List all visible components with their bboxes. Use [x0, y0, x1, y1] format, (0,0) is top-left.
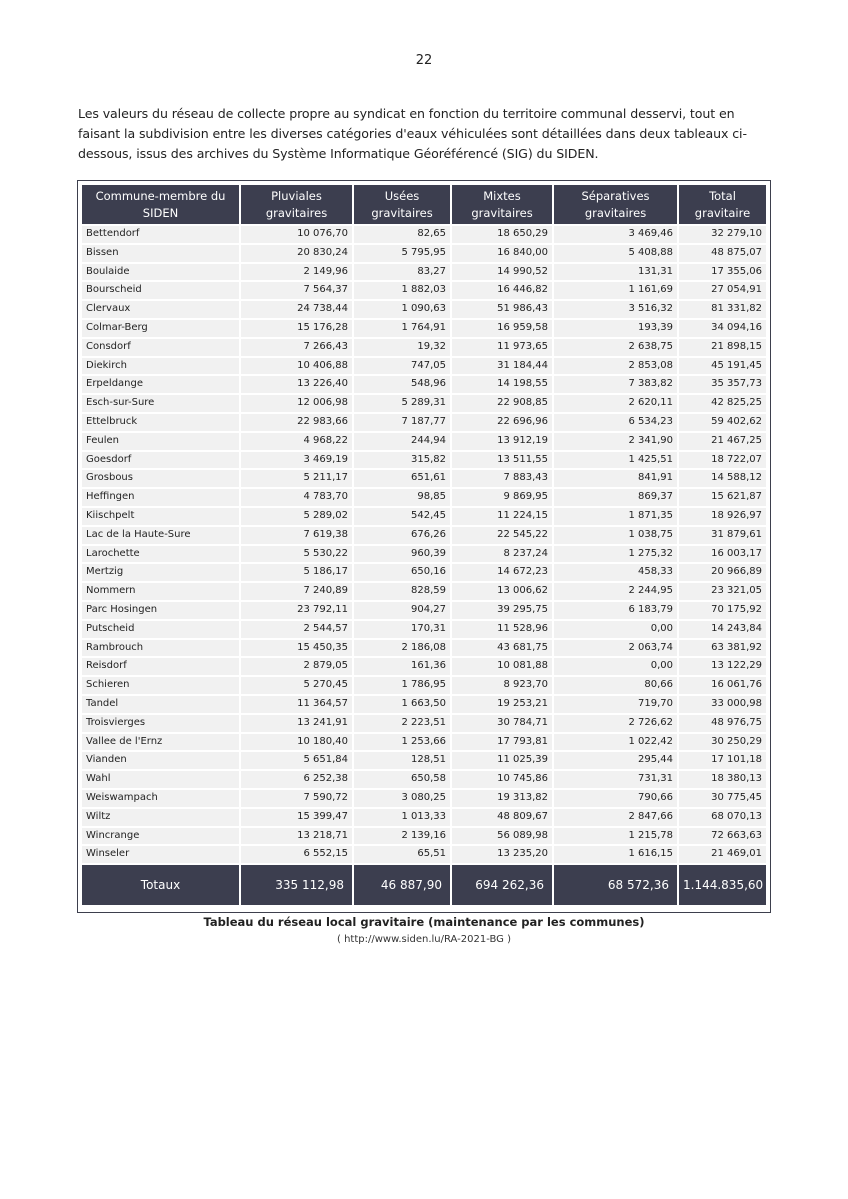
table-row — [82, 320, 766, 337]
cell-pluviales: 13 226,40 — [241, 376, 352, 393]
totals-mixtes: 694 262,36 — [452, 865, 552, 905]
cell-total: 81 331,82 — [679, 301, 766, 318]
cell-commune: Troisvierges — [82, 715, 239, 732]
cell-commune: Mertzig — [82, 564, 239, 581]
cell-total: 48 875,07 — [679, 245, 766, 262]
totals-separatives: 68 572,36 — [554, 865, 677, 905]
table-row — [82, 226, 766, 243]
table-row — [82, 771, 766, 788]
cell-separatives: 6 534,23 — [554, 414, 677, 431]
cell-total: 30 250,29 — [679, 734, 766, 751]
cell-pluviales: 7 590,72 — [241, 790, 352, 807]
cell-pluviales: 2 149,96 — [241, 264, 352, 281]
cell-mixtes: 22 696,96 — [452, 414, 552, 431]
cell-mixtes: 13 235,20 — [452, 846, 552, 863]
table-row — [82, 339, 766, 356]
intro-paragraph: Les valeurs du réseau de collecte propre au syndicat en fonction du territoire communal desservi, tout en faisant la subdivision entre les diverses catégories d'eaux véhiculées sont détaillées dans deux tableaux ci-dessous, issus des archives du Système Informatique Géoréférencé (SIG) du SIDEN. — [78, 106, 747, 161]
cell-separatives: 0,00 — [554, 621, 677, 638]
cell-usees: 676,26 — [354, 527, 450, 544]
cell-mixtes: 14 672,23 — [452, 564, 552, 581]
cell-commune: Clervaux — [82, 301, 239, 318]
cell-commune: Rambrouch — [82, 640, 239, 657]
cell-separatives: 1 871,35 — [554, 508, 677, 525]
cell-usees: 128,51 — [354, 752, 450, 769]
cell-usees: 82,65 — [354, 226, 450, 243]
cell-commune: Erpeldange — [82, 376, 239, 393]
cell-pluviales: 10 406,88 — [241, 358, 352, 375]
cell-usees: 650,16 — [354, 564, 450, 581]
cell-usees: 19,32 — [354, 339, 450, 356]
cell-mixtes: 18 650,29 — [452, 226, 552, 243]
cell-mixtes: 14 198,55 — [452, 376, 552, 393]
cell-usees: 542,45 — [354, 508, 450, 525]
cell-mixtes: 13 006,62 — [452, 583, 552, 600]
cell-mixtes: 30 784,71 — [452, 715, 552, 732]
cell-pluviales: 6 252,38 — [241, 771, 352, 788]
table-row — [82, 752, 766, 769]
cell-separatives: 1 038,75 — [554, 527, 677, 544]
cell-mixtes: 22 908,85 — [452, 395, 552, 412]
table-row — [82, 846, 766, 863]
cell-total: 13 122,29 — [679, 658, 766, 675]
cell-commune: Bettendorf — [82, 226, 239, 243]
table-row — [82, 828, 766, 845]
cell-mixtes: 9 869,95 — [452, 489, 552, 506]
cell-total: 21 469,01 — [679, 846, 766, 863]
cell-pluviales: 7 564,37 — [241, 282, 352, 299]
cell-commune: Nommern — [82, 583, 239, 600]
cell-pluviales: 22 983,66 — [241, 414, 352, 431]
cell-pluviales: 7 619,38 — [241, 527, 352, 544]
cell-usees: 1 882,03 — [354, 282, 450, 299]
cell-usees: 244,94 — [354, 433, 450, 450]
cell-mixtes: 51 986,43 — [452, 301, 552, 318]
header-pluviales: Pluviales gravitaires — [241, 185, 352, 224]
cell-total: 27 054,91 — [679, 282, 766, 299]
cell-separatives: 2 244,95 — [554, 583, 677, 600]
cell-total: 16 061,76 — [679, 677, 766, 694]
cell-pluviales: 4 968,22 — [241, 433, 352, 450]
cell-commune: Heffingen — [82, 489, 239, 506]
cell-mixtes: 13 511,55 — [452, 452, 552, 469]
cell-total: 45 191,45 — [679, 358, 766, 375]
cell-commune: Wiltz — [82, 809, 239, 826]
cell-mixtes: 14 990,52 — [452, 264, 552, 281]
cell-pluviales: 10 076,70 — [241, 226, 352, 243]
cell-separatives: 6 183,79 — [554, 602, 677, 619]
network-table-frame — [77, 180, 771, 913]
cell-total: 17 101,18 — [679, 752, 766, 769]
table-row — [82, 658, 766, 675]
cell-separatives: 2 341,90 — [554, 433, 677, 450]
cell-total: 42 825,25 — [679, 395, 766, 412]
cell-commune: Bissen — [82, 245, 239, 262]
cell-total: 14 588,12 — [679, 470, 766, 487]
cell-mixtes: 11 224,15 — [452, 508, 552, 525]
cell-mixtes: 22 545,22 — [452, 527, 552, 544]
totals-pluviales: 335 112,98 — [241, 865, 352, 905]
cell-commune: Ettelbruck — [82, 414, 239, 431]
cell-pluviales: 7 266,43 — [241, 339, 352, 356]
cell-separatives: 131,31 — [554, 264, 677, 281]
table-header-row — [82, 185, 766, 224]
cell-separatives: 841,91 — [554, 470, 677, 487]
cell-separatives: 5 408,88 — [554, 245, 677, 262]
network-table — [80, 183, 768, 907]
cell-separatives: 193,39 — [554, 320, 677, 337]
cell-separatives: 1 022,42 — [554, 734, 677, 751]
cell-mixtes: 31 184,44 — [452, 358, 552, 375]
cell-total: 21 467,25 — [679, 433, 766, 450]
cell-commune: Kiischpelt — [82, 508, 239, 525]
cell-commune: Goesdorf — [82, 452, 239, 469]
cell-pluviales: 3 469,19 — [241, 452, 352, 469]
table-row — [82, 621, 766, 638]
table-row — [82, 809, 766, 826]
cell-commune: Tandel — [82, 696, 239, 713]
cell-commune: Wincrange — [82, 828, 239, 845]
cell-pluviales: 13 218,71 — [241, 828, 352, 845]
cell-usees: 5 795,95 — [354, 245, 450, 262]
cell-usees: 161,36 — [354, 658, 450, 675]
header-total: Total gravitaire — [679, 185, 766, 224]
table-body — [82, 226, 766, 863]
cell-separatives: 2 620,11 — [554, 395, 677, 412]
cell-usees: 1 663,50 — [354, 696, 450, 713]
cell-usees: 315,82 — [354, 452, 450, 469]
cell-total: 30 775,45 — [679, 790, 766, 807]
cell-mixtes: 43 681,75 — [452, 640, 552, 657]
cell-usees: 1 764,91 — [354, 320, 450, 337]
header-separatives: Séparatives gravitaires — [554, 185, 677, 224]
cell-usees: 1 786,95 — [354, 677, 450, 694]
cell-usees: 1 013,33 — [354, 809, 450, 826]
cell-mixtes: 8 237,24 — [452, 546, 552, 563]
table-row — [82, 245, 766, 262]
cell-pluviales: 5 289,02 — [241, 508, 352, 525]
cell-mixtes: 7 883,43 — [452, 470, 552, 487]
table-row — [82, 527, 766, 544]
cell-total: 14 243,84 — [679, 621, 766, 638]
cell-mixtes: 16 446,82 — [452, 282, 552, 299]
table-row — [82, 696, 766, 713]
cell-commune: Winseler — [82, 846, 239, 863]
cell-total: 23 321,05 — [679, 583, 766, 600]
cell-usees: 960,39 — [354, 546, 450, 563]
table-row — [82, 715, 766, 732]
cell-mixtes: 16 959,58 — [452, 320, 552, 337]
totals-usees: 46 887,90 — [354, 865, 450, 905]
cell-pluviales: 5 186,17 — [241, 564, 352, 581]
cell-separatives: 719,70 — [554, 696, 677, 713]
cell-usees: 650,58 — [354, 771, 450, 788]
cell-separatives: 2 638,75 — [554, 339, 677, 356]
cell-separatives: 2 853,08 — [554, 358, 677, 375]
cell-usees: 5 289,31 — [354, 395, 450, 412]
header-mixtes: Mixtes gravitaires — [452, 185, 552, 224]
cell-separatives: 0,00 — [554, 658, 677, 675]
cell-commune: Boulaide — [82, 264, 239, 281]
cell-separatives: 3 516,32 — [554, 301, 677, 318]
totals-total: 1.144.835,60 — [679, 865, 766, 905]
cell-usees: 2 139,16 — [354, 828, 450, 845]
totals-label: Totaux — [82, 865, 239, 905]
cell-total: 63 381,92 — [679, 640, 766, 657]
cell-mixtes: 56 089,98 — [452, 828, 552, 845]
cell-usees: 65,51 — [354, 846, 450, 863]
cell-commune: Feulen — [82, 433, 239, 450]
cell-commune: Wahl — [82, 771, 239, 788]
table-row — [82, 282, 766, 299]
cell-commune: Vianden — [82, 752, 239, 769]
cell-commune: Grosbous — [82, 470, 239, 487]
cell-commune: Larochette — [82, 546, 239, 563]
cell-total: 59 402,62 — [679, 414, 766, 431]
cell-mixtes: 17 793,81 — [452, 734, 552, 751]
cell-separatives: 7 383,82 — [554, 376, 677, 393]
table-row — [82, 470, 766, 487]
cell-mixtes: 48 809,67 — [452, 809, 552, 826]
cell-commune: Diekirch — [82, 358, 239, 375]
cell-pluviales: 23 792,11 — [241, 602, 352, 619]
table-row — [82, 677, 766, 694]
cell-separatives: 2 063,74 — [554, 640, 677, 657]
cell-usees: 651,61 — [354, 470, 450, 487]
cell-commune: Bourscheid — [82, 282, 239, 299]
cell-total: 17 355,06 — [679, 264, 766, 281]
cell-separatives: 80,66 — [554, 677, 677, 694]
table-row — [82, 301, 766, 318]
cell-pluviales: 5 651,84 — [241, 752, 352, 769]
cell-commune: Lac de la Haute-Sure — [82, 527, 239, 544]
cell-usees: 747,05 — [354, 358, 450, 375]
cell-total: 70 175,92 — [679, 602, 766, 619]
cell-pluviales: 2 544,57 — [241, 621, 352, 638]
table-row — [82, 414, 766, 431]
cell-pluviales: 5 211,17 — [241, 470, 352, 487]
cell-total: 18 380,13 — [679, 771, 766, 788]
cell-pluviales: 15 399,47 — [241, 809, 352, 826]
table-row — [82, 546, 766, 563]
cell-mixtes: 10 081,88 — [452, 658, 552, 675]
cell-separatives: 2 847,66 — [554, 809, 677, 826]
cell-pluviales: 5 530,22 — [241, 546, 352, 563]
cell-total: 18 722,07 — [679, 452, 766, 469]
cell-pluviales: 12 006,98 — [241, 395, 352, 412]
cell-separatives: 731,31 — [554, 771, 677, 788]
cell-mixtes: 39 295,75 — [452, 602, 552, 619]
cell-separatives: 1 161,69 — [554, 282, 677, 299]
cell-separatives: 1 425,51 — [554, 452, 677, 469]
cell-commune: Esch-sur-Sure — [82, 395, 239, 412]
cell-commune: Consdorf — [82, 339, 239, 356]
cell-total: 18 926,97 — [679, 508, 766, 525]
cell-total: 32 279,10 — [679, 226, 766, 243]
table-row — [82, 583, 766, 600]
cell-usees: 548,96 — [354, 376, 450, 393]
cell-separatives: 790,66 — [554, 790, 677, 807]
cell-usees: 83,27 — [354, 264, 450, 281]
page-number: 22 — [415, 53, 433, 68]
cell-total: 35 357,73 — [679, 376, 766, 393]
cell-separatives: 1 275,32 — [554, 546, 677, 563]
cell-separatives: 458,33 — [554, 564, 677, 581]
cell-mixtes: 10 745,86 — [452, 771, 552, 788]
cell-separatives: 2 726,62 — [554, 715, 677, 732]
table-source: ( http://www.siden.lu/RA-2021-BG ) — [337, 934, 511, 945]
cell-pluviales: 15 176,28 — [241, 320, 352, 337]
table-row — [82, 489, 766, 506]
cell-commune: Parc Hosingen — [82, 602, 239, 619]
cell-commune: Schieren — [82, 677, 239, 694]
cell-mixtes: 13 912,19 — [452, 433, 552, 450]
cell-total: 31 879,61 — [679, 527, 766, 544]
cell-usees: 904,27 — [354, 602, 450, 619]
cell-pluviales: 24 738,44 — [241, 301, 352, 318]
table-row — [82, 564, 766, 581]
cell-pluviales: 7 240,89 — [241, 583, 352, 600]
cell-mixtes: 8 923,70 — [452, 677, 552, 694]
cell-usees: 2 223,51 — [354, 715, 450, 732]
cell-separatives: 295,44 — [554, 752, 677, 769]
cell-total: 33 000,98 — [679, 696, 766, 713]
cell-separatives: 3 469,46 — [554, 226, 677, 243]
table-caption: Tableau du réseau local gravitaire (maintenance par les communes) — [203, 915, 645, 929]
cell-total: 34 094,16 — [679, 320, 766, 337]
cell-total: 72 663,63 — [679, 828, 766, 845]
cell-pluviales: 20 830,24 — [241, 245, 352, 262]
cell-pluviales: 11 364,57 — [241, 696, 352, 713]
cell-total: 21 898,15 — [679, 339, 766, 356]
cell-commune: Weiswampach — [82, 790, 239, 807]
table-row — [82, 790, 766, 807]
cell-pluviales: 5 270,45 — [241, 677, 352, 694]
cell-commune: Reisdorf — [82, 658, 239, 675]
cell-mixtes: 16 840,00 — [452, 245, 552, 262]
table-row — [82, 433, 766, 450]
table-row — [82, 376, 766, 393]
table-row — [82, 734, 766, 751]
cell-usees: 1 253,66 — [354, 734, 450, 751]
cell-separatives: 1 616,15 — [554, 846, 677, 863]
table-row — [82, 640, 766, 657]
cell-usees: 170,31 — [354, 621, 450, 638]
cell-mixtes: 19 313,82 — [452, 790, 552, 807]
cell-total: 48 976,75 — [679, 715, 766, 732]
cell-mixtes: 19 253,21 — [452, 696, 552, 713]
cell-commune: Vallee de l'Ernz — [82, 734, 239, 751]
cell-commune: Colmar-Berg — [82, 320, 239, 337]
table-row — [82, 452, 766, 469]
cell-pluviales: 10 180,40 — [241, 734, 352, 751]
cell-total: 20 966,89 — [679, 564, 766, 581]
cell-usees: 7 187,77 — [354, 414, 450, 431]
cell-pluviales: 15 450,35 — [241, 640, 352, 657]
cell-separatives: 1 215,78 — [554, 828, 677, 845]
cell-mixtes: 11 973,65 — [452, 339, 552, 356]
cell-pluviales: 4 783,70 — [241, 489, 352, 506]
table-row — [82, 358, 766, 375]
table-row — [82, 395, 766, 412]
cell-usees: 2 186,08 — [354, 640, 450, 657]
cell-pluviales: 2 879,05 — [241, 658, 352, 675]
header-usees: Usées gravitaires — [354, 185, 450, 224]
cell-total: 68 070,13 — [679, 809, 766, 826]
cell-pluviales: 6 552,15 — [241, 846, 352, 863]
cell-total: 16 003,17 — [679, 546, 766, 563]
table-row — [82, 602, 766, 619]
cell-separatives: 869,37 — [554, 489, 677, 506]
cell-usees: 1 090,63 — [354, 301, 450, 318]
cell-total: 15 621,87 — [679, 489, 766, 506]
cell-mixtes: 11 025,39 — [452, 752, 552, 769]
cell-pluviales: 13 241,91 — [241, 715, 352, 732]
totals-row — [82, 865, 766, 905]
cell-usees: 98,85 — [354, 489, 450, 506]
table-row — [82, 264, 766, 281]
cell-usees: 3 080,25 — [354, 790, 450, 807]
cell-mixtes: 11 528,96 — [452, 621, 552, 638]
table-row — [82, 508, 766, 525]
cell-commune: Putscheid — [82, 621, 239, 638]
cell-usees: 828,59 — [354, 583, 450, 600]
header-commune: Commune-membre du SIDEN — [82, 185, 239, 224]
